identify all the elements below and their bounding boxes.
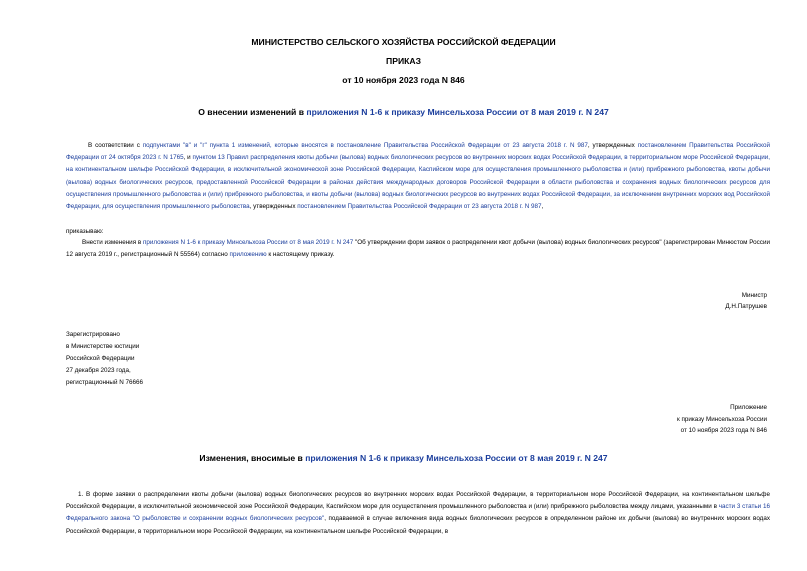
preamble-link-2[interactable]: постановлением Правительства Российской Федерации от 24 октября 2023 г. N 1765 [66,142,771,162]
order-paragraph [66,237,770,261]
appendix-line: от 10 ноября 2023 года N 846 [680,427,767,434]
order-text-1: Внести изменения в [82,239,143,246]
registration-line: регистрационный N 76666 [66,379,144,386]
registration-line: в Министерстве юстиции [66,343,140,350]
order-text-3: к настоящему приказу. [266,251,335,259]
preamble-text-2: , утвержденных [587,142,638,149]
item-1-link-1[interactable]: части 3 статьи 16 Федерального закона "О рыболовстве и сохранении водных биологических ресурсов" [66,503,770,523]
preamble-text-4: , утвержденных [249,203,298,211]
changes-title [0,453,807,463]
registration-line: Российской Федерации [66,355,135,362]
registration-line: Зарегистрировано [66,331,120,338]
changes-title-prefix: Изменения, вносимые в [199,453,306,463]
appendix-line: к приказу Минсельхоза России [676,415,767,423]
appendix-line: Приложение [730,404,767,411]
ministry-name: МИНИСТЕРСТВО СЕЛЬСКОГО ХОЗЯЙСТВА РОССИЙСКОЙ ФЕДЕРАЦИИ [251,37,556,47]
item-1-text-1: 1. В форме заявки о распределении квоты добычи (вылова) водных биологических ресурсов во внутренних морских водах Российской Федерации, в территориальном море Российской Федерации, на континентальном шельфе Российской Федерации, в исключительной экономической зоне Российской Федерации, Каспийском море для осуществления промышленного рыболовства и (или) прибрежного рыболовства между лицами, указанными в [66,491,770,511]
registration-line: 27 декабря 2023 года, [66,367,131,374]
preamble-text-5: , [541,203,544,211]
preamble-paragraph [66,140,770,213]
signature-block [725,290,767,312]
order-word: приказываю: [66,228,104,235]
appendix-block [677,402,767,437]
order-title-link[interactable]: приложения N 1-6 к приказу Минсельхоза России от 8 мая 2019 г. N 247 [306,107,609,117]
preamble-text-1: В соответствии с [88,142,143,149]
order-date-number: от 10 ноября 2023 года N 846 [342,75,465,85]
preamble-text-3: , и [183,154,193,162]
item-1-paragraph [66,489,770,538]
doc-type: ПРИКАЗ [386,56,421,66]
order-link-1[interactable]: приложения N 1-6 к приказу Минсельхоза России от 8 мая 2019 г. N 247 [142,239,354,246]
registration-block [66,329,143,389]
order-title-prefix: О внесении изменений в [198,107,307,117]
preamble-link-1[interactable]: подпунктами "в" и "г" пункта 1 изменений, которые вносятся в постановление Правительства Российской Федерации от 23 августа 2018 г. N 987 [142,142,588,149]
order-title [0,107,807,117]
order-link-2[interactable]: приложению [229,251,267,259]
preamble-link-3[interactable]: пунктом 13 Правил распределения квоты добычи (вылова) водных биологических ресурсов во внутренних морских водах Российской Федерации, в территориальном море Российской Федерации, на континентальном шельфе Российской Федерации, в исключительной экономической зоне Российской Федерации, Каспийском море для осуществления промышленного рыболовства и (или) прибрежного рыболовства, квоты добычи (вылова) водных биологических ресурсов, предоставленной Российской Федерации в районах действия международных договоров Российской Федерации в области рыболовства и сохранения водных биологических ресурсов для осуществления промышленного рыболовства и (или) прибрежного рыболовства, и квоты добычи (вылова) водных биологических ресурсов во внутренних водах Российской Федерации, за исключением внутренних морских вод Российской Федерации, для осуществления промышленного рыболовства [66,154,770,211]
signature-position: Министр [741,292,767,299]
preamble-link-4[interactable]: постановлением Правительства Российской Федерации от 23 августа 2018 г. N 987 [297,203,542,211]
changes-title-link[interactable]: приложения N 1-6 к приказу Минсельхоза России от 8 мая 2019 г. N 247 [305,453,608,463]
order-text-2: "Об утверждении форм заявок о распределении квот добычи (вылова) водных биологических ресурсов" (зарегистрирован Минюстом России 12 августа 2019 г., регистрационный N 55564) согласно [66,239,770,259]
signature-name: Д.Н.Патрушев [725,303,767,310]
item-1-text-2: , подаваемой в случае включения вида водных биологических ресурсов в определенном районе их добычи (вылова) во внутренних морских водах Российской Федерации, в территориальном море Российской Федерации, на континентальном шельфе Российской Федерации, в [66,515,771,535]
